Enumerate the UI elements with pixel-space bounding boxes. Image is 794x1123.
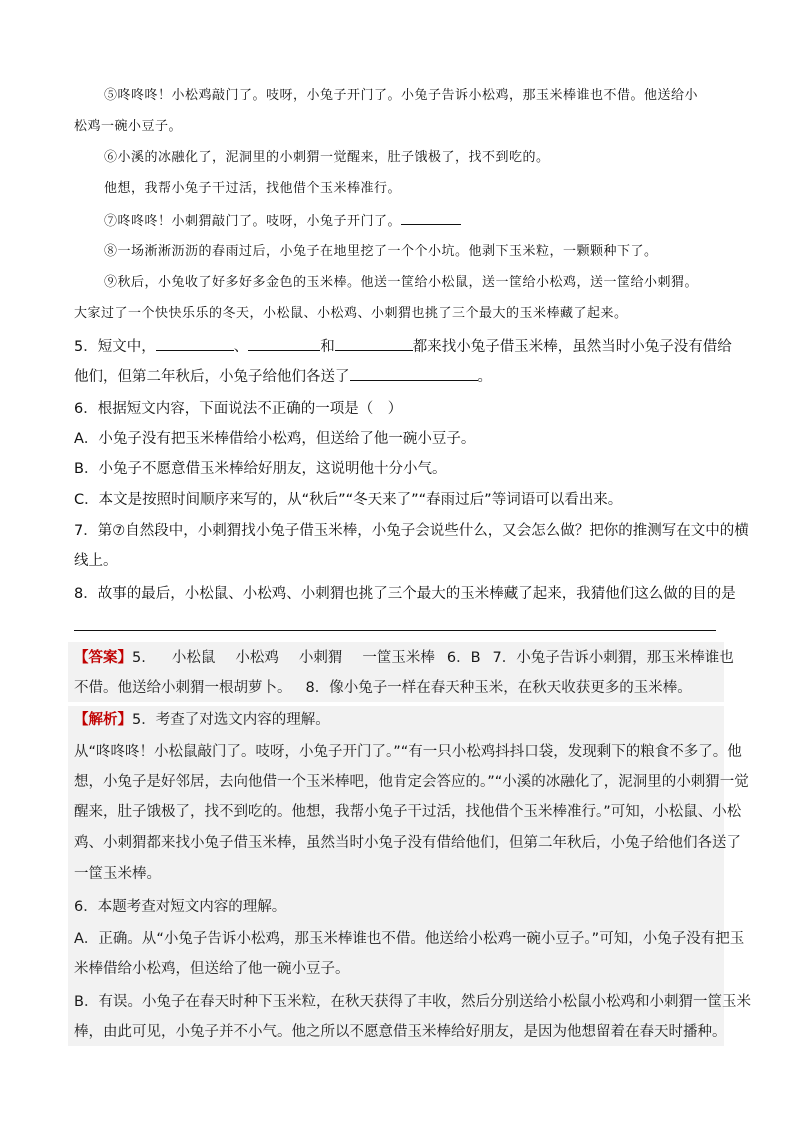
answer-line-1 (74, 648, 734, 668)
answer-5-item: 一筐玉米棒 (362, 650, 435, 666)
question-5-sep: 和 (320, 339, 335, 355)
analysis-6-option-b: B．有误。小兔子在春天时种下玉米粒，在秋天获得了丰收，然后分别送给小松鼠小松鸡和小刺猬一筐玉米 (74, 994, 751, 1010)
answer-8: 8．像小兔子一样在春天种玉米，在秋天收获更多的玉米棒。 (305, 680, 692, 696)
answer-7-cont: 不借。他送给小刺猬一根胡萝卜。 (74, 680, 292, 696)
answer-line-2 (74, 678, 724, 698)
question-5-text: 他们，但第二年秋后，小兔子给他们各送了 (74, 369, 350, 385)
answer-5-item: 小松鼠 (171, 650, 216, 666)
answer-5-item: 小松鸡 (235, 650, 279, 666)
analysis-6-option-b-cont: 棒，由此可见，小兔子并不小气。他之所以不愿意借玉米棒给好朋友，是因为他想留着在春天时播种。 (74, 1024, 727, 1040)
question-6-option-a[interactable]: A．小兔子没有把玉米棒借给小松鸡，但送给了他一碗小豆子。 (74, 431, 476, 447)
story-paragraph-6-cont: 他想，我帮小兔子干过活，找他借个玉米棒准行。 (104, 181, 402, 196)
analysis-tag: 【解析】 (74, 712, 132, 728)
analysis-6-option-a: A．正确。从“小兔子告诉小松鸡，那玉米棒谁也不借。他送给小松鸡一碗小豆子。”可知，小兔子没有把玉 (74, 931, 745, 947)
analysis-6-heading: 6．本题考查对短文内容的理解。 (74, 899, 287, 915)
answer-blank[interactable] (156, 336, 234, 351)
analysis-5-heading: 5．考查了对选文内容的理解。 (132, 712, 330, 728)
question-5 (74, 336, 732, 357)
story-paragraph-9-cont: 大家过了一个快快乐乐的冬天，小松鼠、小松鸡、小刺猬也挑了三个最大的玉米棒藏了起来。 (74, 306, 628, 321)
analysis-5-line: 想，小兔子是好邻居，去向他借一个玉米棒吧，他肯定会答应的。”“小溪的冰融化了，泥洞里的小刺猬一觉 (74, 774, 749, 790)
answer-tag: 【答案】 (74, 650, 132, 666)
story-paragraph-8: ⑧一场淅淅沥沥的春雨过后，小兔子在地里挖了一个个小坑。他剥下玉米粒，一颗颗种下了。 (104, 244, 658, 259)
analysis-5-line: 醒来，肚子饿极了，找不到吃的。他想，我帮小兔子干过活，找他借个玉米棒准行。”可知，小松鼠、小松 (74, 804, 742, 820)
question-7: 7．第⑦自然段中，小刺猬找小兔子借玉米棒，小兔子会说些什么，又会怎么做？把你的推测写在文中的横 (74, 523, 749, 539)
analysis-5-line: 一筐玉米棒。 (74, 866, 161, 882)
answer-5-number: 5. (132, 650, 146, 666)
story-paragraph-7-text: ⑦咚咚咚！小刺猬敲门了。吱呀，小兔子开门了。 (104, 214, 402, 229)
answer-blank[interactable] (401, 210, 461, 225)
story-paragraph-5-cont: 松鸡一碗小豆子。 (74, 119, 183, 134)
question-5-end: 。 (477, 369, 492, 385)
question-7-cont: 线上。 (74, 553, 118, 569)
question-6: 6．根据短文内容，下面说法不正确的一项是（ ） (74, 401, 403, 417)
answer-6: 6．B (446, 650, 481, 666)
story-paragraph-7 (104, 210, 754, 232)
analysis-5-line: 鸡、小刺猬都来找小兔子借玉米棒，虽然当时小兔子没有借给他们，但第二年秋后，小兔子给他们各送了 (74, 835, 741, 851)
question-5-text: 都来找小兔子借玉米棒，虽然当时小兔子没有借给 (412, 339, 732, 355)
question-6-option-c[interactable]: C．本文是按照时间顺序来写的，从“秋后”“冬天来了”“春雨过后”等词语可以看出来。 (74, 492, 623, 508)
question-6-option-b[interactable]: B．小兔子不愿意借玉米棒给好朋友，这说明他十分小气。 (74, 461, 447, 477)
answer-blank[interactable] (335, 336, 413, 351)
analysis-6-option-a-cont: 米棒借给小松鸡，但送给了他一碗小豆子。 (74, 961, 350, 977)
question-8: 8．故事的最后，小松鼠、小松鸡、小刺猬也挑了三个最大的玉米棒藏了起来，我猜他们这么做的目的是 (74, 586, 736, 602)
answer-7: 7．小兔子告诉小刺猬，那玉米棒谁也 (492, 650, 734, 666)
answer-line[interactable] (74, 630, 716, 631)
story-paragraph-5: ⑤咚咚咚！小松鸡敲门了。吱呀，小兔子开门了。小兔子告诉小松鸡，那玉米棒谁也不借。他送给小 (104, 88, 699, 103)
question-5-text: 5．短文中， (74, 339, 156, 355)
answer-blank[interactable] (248, 336, 320, 351)
question-5-sep: 、 (233, 339, 249, 355)
answer-5-item: 小刺猬 (298, 650, 343, 666)
story-paragraph-6: ⑥小溪的冰融化了，泥洞里的小刺猬一觉醒来，肚子饿极了，找不到吃的。 (104, 150, 550, 165)
story-paragraph-9: ⑨秋后，小兔收了好多好多金色的玉米棒。他送一筐给小松鼠，送一筐给小松鸡，送一筐给小刺猬。 (104, 275, 699, 290)
question-5-cont (74, 366, 724, 387)
answer-blank[interactable] (350, 366, 478, 381)
analysis-5-line: 从“咚咚咚！小松鼠敲门了。吱呀，小兔子开门了。”“有一只小松鸡抖抖口袋，发现剩下的粮食不多了。他 (74, 744, 742, 760)
analysis-line (74, 710, 724, 730)
